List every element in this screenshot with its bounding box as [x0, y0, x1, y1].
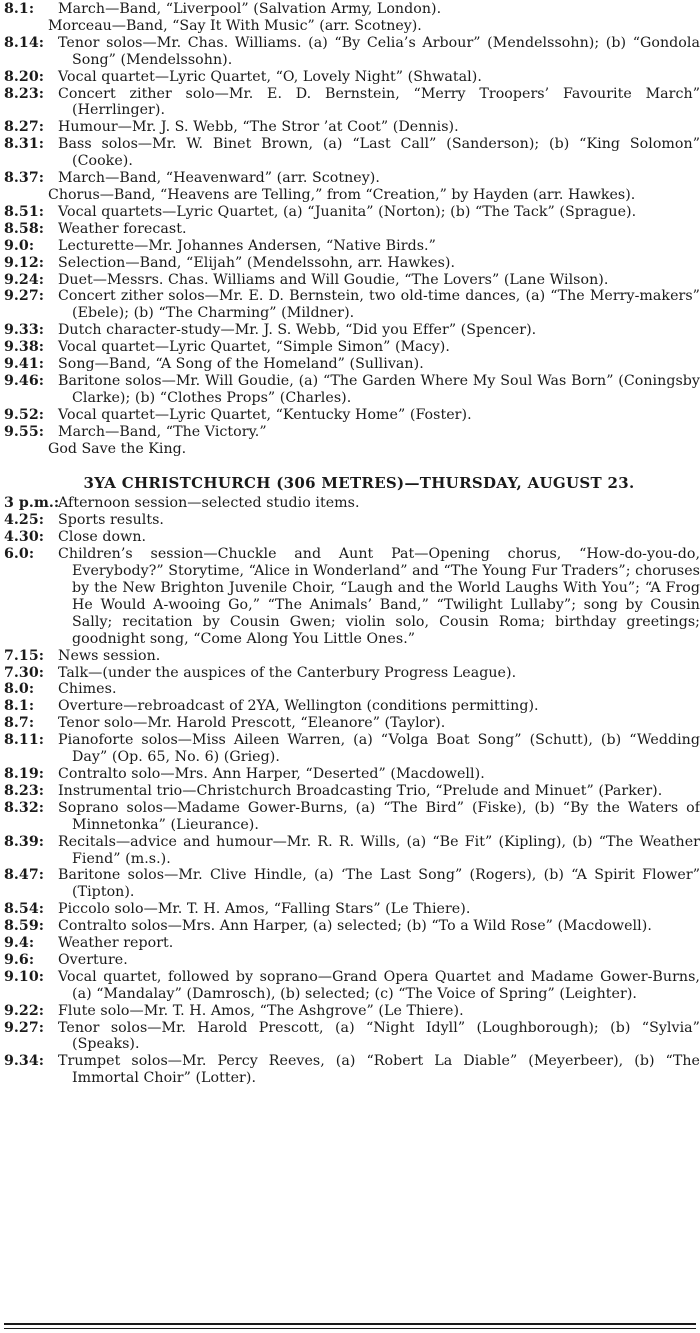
entry-text: Vocal quartet, followed by soprano—Grand Opera Quartet and Madame Gower-Burns, (a) “Mandalay” (Damrosch), (b) selected; (c) “The Voice of Spring” (Leighter).: [58, 968, 700, 1002]
entry-text: News session.: [58, 647, 161, 664]
programme-entry: [0, 935, 700, 952]
entry-time: 8.11:: [4, 732, 45, 749]
entry-text: Instrumental trio—Christchurch Broadcasting Trio, “Prelude and Minuet” (Parker).: [58, 782, 663, 799]
entry-text: Overture.: [58, 951, 128, 968]
entry-time: 8.58:: [4, 220, 45, 237]
programme-entry: [0, 1, 700, 18]
programme-entry: [0, 272, 700, 289]
entry-time: 9.24:: [4, 271, 45, 288]
entry-text: Bass solos—Mr. W. Binet Brown, (a) “Last Call” (Sanderson); (b) “King Solomon” (Cooke).: [58, 136, 700, 170]
entry-text: Humour—Mr. J. S. Webb, “The Stror ’at Coot” (Dennis).: [58, 119, 459, 136]
programme-entry: [0, 546, 700, 647]
programme-entry: [0, 495, 700, 512]
entry-text: Vocal quartets—Lyric Quartet, (a) “Juanita” (Norton); (b) “The Tack” (Sprague).: [58, 203, 637, 220]
entry-time: 9.12:: [4, 254, 45, 271]
programme-entry: [0, 529, 700, 546]
entry-time: 9.46:: [4, 372, 45, 389]
programme-entry: [0, 834, 700, 868]
entry-time: 8.7:: [4, 715, 35, 732]
programme-entry: [0, 339, 700, 356]
entry-text: Duet—Messrs. Chas. Williams and Will Goudie, “The Lovers” (Lane Wilson).: [58, 271, 609, 288]
entry-time: 4.25:: [4, 512, 45, 529]
entry-time: 9.6:: [4, 951, 35, 968]
programme-entry: [0, 221, 700, 238]
programme-entry: [0, 867, 700, 901]
programme-entry: [0, 204, 700, 221]
programme-entry: [0, 732, 700, 766]
entry-text: Song—Band, “A Song of the Homeland” (Sullivan).: [58, 356, 424, 373]
entry-text: Piccolo solo—Mr. T. H. Amos, “Falling Stars” (Le Thiere).: [58, 901, 471, 918]
entry-time: 9.55:: [4, 423, 45, 440]
programme-entry: [0, 407, 700, 424]
entry-text: Selection—Band, “Elijah” (Mendelssohn, arr. Hawkes).: [58, 254, 456, 271]
programme-entry: [0, 356, 700, 373]
programme-entry: [0, 136, 700, 170]
entry-text: Contralto solos—Mrs. Ann Harper, (a) selected; (b) “To a Wild Rose” (Macdowell).: [58, 918, 652, 935]
programme-entry: [0, 373, 700, 407]
entry-text: Weather report.: [58, 935, 174, 952]
entry-time: 9.27:: [4, 1019, 45, 1036]
entry-time: 8.20:: [4, 68, 45, 85]
entry-time: 8.59:: [4, 918, 45, 935]
programme-entry: [0, 665, 700, 682]
entry-time: 8.54:: [4, 901, 45, 918]
programme-entry: [0, 238, 700, 255]
entry-time: 9.22:: [4, 1002, 45, 1019]
programme-entry: [0, 288, 700, 322]
entry-subitem: Morceau—Band, “Say It With Music” (arr. Scotney).: [48, 17, 422, 34]
entry-time: 9.0:: [4, 237, 35, 254]
entry-time: 9.41:: [4, 356, 45, 373]
entry-time: 8.14:: [4, 34, 45, 51]
programme-entry: [0, 901, 700, 918]
entry-text: March—Band, “Heavenward” (arr. Scotney).: [58, 170, 380, 187]
programme-section-3ya: [0, 457, 700, 1087]
entry-text: Vocal quartet—Lyric Quartet, “O, Lovely Night” (Shwatal).: [58, 68, 482, 85]
entry-time: 9.4:: [4, 935, 35, 952]
entry-text: Lecturette—Mr. Johannes Andersen, “Native Birds.”: [58, 237, 436, 254]
entry-text: Afternoon session—selected studio items.: [58, 495, 360, 512]
entry-subitem: Chorus—Band, “Heavens are Telling,” from “Creation,” by Hayden (arr. Hawkes).: [48, 186, 636, 203]
entry-time: 8.39:: [4, 833, 45, 850]
programme-entry: [0, 1020, 700, 1054]
programme-section-continued: [0, 0, 700, 457]
programme-entry: [0, 715, 700, 732]
programme-entry: [0, 170, 700, 187]
entry-time: 9.34:: [4, 1053, 45, 1070]
programme-entry: [0, 698, 700, 715]
entry-time: 9.33:: [4, 322, 45, 339]
entry-text: Overture—rebroadcast of 2YA, Wellington (conditions permitting).: [58, 698, 539, 715]
entry-time: 8.51:: [4, 203, 45, 220]
entry-time: 9.10:: [4, 968, 45, 985]
programme-entry: [0, 35, 700, 69]
programme-entry: [0, 512, 700, 529]
entry-text: Vocal quartet—Lyric Quartet, “Simple Simon” (Macy).: [58, 339, 450, 356]
entry-time: 8.23:: [4, 85, 45, 102]
entry-time: 8.31:: [4, 136, 45, 153]
entry-text: Concert zither solo—Mr. E. D. Bernstein, “Merry Troopers’ Favourite March” (Herrlinger).: [58, 85, 700, 119]
entry-text: Concert zither solos—Mr. E. D. Bernstein, two old-time dances, (a) “The Merry-makers” (Ebele); (b) “The Charming” (Mildner).: [58, 288, 700, 322]
programme-entry: [0, 119, 700, 136]
programme-entry: [0, 255, 700, 272]
entry-text: Contralto solo—Mrs. Ann Harper, “Deserted” (Macdowell).: [58, 765, 485, 782]
programme-entry: [0, 681, 700, 698]
entry-time: 8.1:: [4, 1, 35, 17]
programme-entry: [0, 918, 700, 935]
programme-entry: [0, 766, 700, 783]
entry-time: 8.27:: [4, 119, 45, 136]
entry-time: 9.38:: [4, 339, 45, 356]
entry-time: 8.1:: [4, 698, 35, 715]
entry-time: 8.23:: [4, 782, 45, 799]
entry-time: 3 p.m.:: [4, 495, 60, 512]
entry-time: 6.0:: [4, 546, 35, 563]
entry-text: Flute solo—Mr. T. H. Amos, “The Ashgrove” (Le Thiere).: [58, 1002, 464, 1019]
programme-entry: [0, 1003, 700, 1020]
bottom-rule: [4, 1323, 696, 1325]
entry-text: March—Band, “The Victory.”: [58, 423, 267, 440]
entry-text: Recitals—advice and humour—Mr. R. R. Wills, (a) “Be Fit” (Kipling), (b) “The Weather Fiend” (m.s.).: [58, 833, 700, 867]
programme-entry: [0, 1053, 700, 1087]
programme-entry: [0, 322, 700, 339]
entry-time: 8.19:: [4, 765, 45, 782]
entry-text: Tenor solos—Mr. Chas. Williams. (a) “By Celia’s Arbour” (Mendelssohn); (b) “Gondola Song” (Mendelssohn).: [58, 34, 700, 68]
entry-text: Vocal quartet—Lyric Quartet, “Kentucky Home” (Foster).: [58, 406, 472, 423]
entry-text: Dutch character-study—Mr. J. S. Webb, “Did you Effer” (Spencer).: [58, 322, 537, 339]
entry-time: 8.47:: [4, 867, 45, 884]
entry-time: 8.0:: [4, 681, 35, 698]
programme-entry: [0, 969, 700, 1003]
entry-text: Sports results.: [58, 512, 164, 529]
entry-text: Baritone solos—Mr. Clive Hindle, (a) ‘The Last Song” (Rogers), (b) “A Spirit Flower” (Tipton).: [58, 867, 700, 901]
entry-time: 7.15:: [4, 647, 45, 664]
entry-time: 7.30:: [4, 664, 45, 681]
entry-time: 8.37:: [4, 170, 45, 187]
entry-text: Tenor solos—Mr. Harold Prescott, (a) “Night Idyll” (Loughborough); (b) “Sylvia” (Speaks).: [58, 1019, 700, 1053]
programme-entry: [0, 952, 700, 969]
programme-entry: [0, 800, 700, 834]
entry-time: 9.52:: [4, 406, 45, 423]
entry-text: March—Band, “Liverpool” (Salvation Army, London).: [58, 1, 442, 17]
bottom-rule-thin: [4, 1328, 696, 1329]
entry-text: Pianoforte solos—Miss Aileen Warren, (a) “Volga Boat Song” (Schutt), (b) “Wedding Day” (Op. 65, No. 6) (Grieg).: [58, 732, 700, 766]
entry-text: Tenor solo—Mr. Harold Prescott, “Eleanore” (Taylor).: [58, 715, 446, 732]
entry-text: Children’s session—Chuckle and Aunt Pat—Opening chorus, “How-do-you-do, Everybody?” Storytime, “Alice in Wonderland” and “The Young Fur Traders”; choruses by the New Brighton Juvenile Choir, “Laugh and the World Laughs With You”; “A Frog He Would A-wooing Go,” “The Animals’ Band,” “Twilight Lullaby”; song by Cousin Sally; recitation by Cousin Gwen; violin solo, Cousin Roma; birthday greetings; goodnight song, “Come Along You Little Ones.”: [58, 546, 700, 647]
section-heading: 3YA CHRISTCHURCH (306 METRES)—THURSDAY, AUGUST 23.: [83, 474, 635, 493]
entry-time: 4.30:: [4, 529, 45, 546]
entry-text: Baritone solos—Mr. Will Goudie, (a) “The Garden Where My Soul Was Born” (Coningsby Clarke); (b) “Clothes Props” (Charles).: [58, 372, 700, 406]
entry-text: Talk—(under the auspices of the Canterbury Progress League).: [58, 664, 517, 681]
entry-text: Soprano solos—Madame Gower-Burns, (a) “The Bird” (Fiske), (b) “By the Waters of Minnetonka” (Lieurance).: [58, 799, 700, 833]
entry-text: Chimes.: [58, 681, 117, 698]
entry-text: Weather forecast.: [58, 220, 187, 237]
programme-entry: [0, 424, 700, 441]
entry-time: 8.32:: [4, 799, 45, 816]
programme-entry: [0, 86, 700, 120]
programme-entry: [0, 648, 700, 665]
entry-text: Close down.: [58, 529, 147, 546]
entry-time: 9.27:: [4, 288, 45, 305]
programme-entry: [0, 69, 700, 86]
entry-text: Trumpet solos—Mr. Percy Reeves, (a) “Robert La Diable” (Meyerbeer), (b) “The Immortal Choir” (Lotter).: [58, 1053, 700, 1087]
programme-entry: [0, 783, 700, 800]
entry-subitem: God Save the King.: [48, 440, 187, 457]
